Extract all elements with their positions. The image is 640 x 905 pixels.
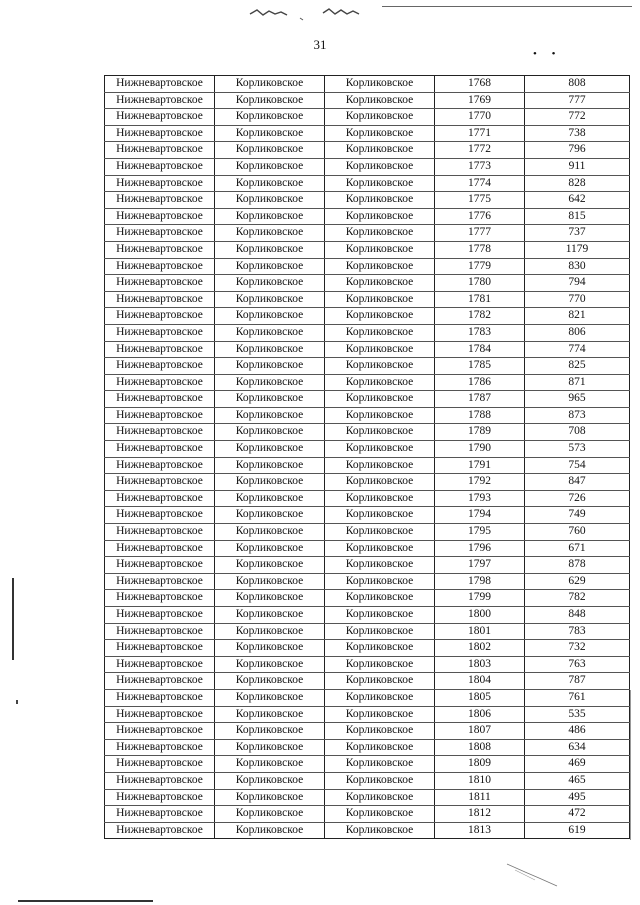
number-cell: 1777 bbox=[435, 225, 525, 242]
number-cell: 1792 bbox=[435, 474, 525, 491]
number-cell: 1788 bbox=[435, 407, 525, 424]
locality-cell: Корликовское bbox=[325, 507, 435, 524]
district-cell: Нижневартовское bbox=[105, 407, 215, 424]
settlement-cell: Корликовское bbox=[215, 241, 325, 258]
table-row bbox=[105, 142, 630, 159]
scan-edge-line-bottom bbox=[18, 900, 153, 902]
settlement-cell: Корликовское bbox=[215, 424, 325, 441]
locality-cell: Корликовское bbox=[325, 225, 435, 242]
table-row bbox=[105, 125, 630, 142]
settlement-cell: Корликовское bbox=[215, 822, 325, 839]
number-cell: 1796 bbox=[435, 540, 525, 557]
locality-cell: Корликовское bbox=[325, 739, 435, 756]
district-cell: Нижневартовское bbox=[105, 789, 215, 806]
table-row bbox=[105, 275, 630, 292]
district-cell: Нижневартовское bbox=[105, 391, 215, 408]
number-cell: 1799 bbox=[435, 590, 525, 607]
value-cell: 737 bbox=[525, 225, 630, 242]
settlement-cell: Корликовское bbox=[215, 407, 325, 424]
district-cell: Нижневартовское bbox=[105, 158, 215, 175]
locality-cell: Корликовское bbox=[325, 424, 435, 441]
table-row bbox=[105, 540, 630, 557]
value-cell: 763 bbox=[525, 656, 630, 673]
settlement-cell: Корликовское bbox=[215, 125, 325, 142]
district-cell: Нижневартовское bbox=[105, 590, 215, 607]
settlement-cell: Корликовское bbox=[215, 109, 325, 126]
table-row bbox=[105, 374, 630, 391]
table-row bbox=[105, 822, 630, 839]
locality-cell: Корликовское bbox=[325, 772, 435, 789]
settlement-cell: Корликовское bbox=[215, 142, 325, 159]
settlement-cell: Корликовское bbox=[215, 391, 325, 408]
value-cell: 871 bbox=[525, 374, 630, 391]
district-cell: Нижневартовское bbox=[105, 557, 215, 574]
settlement-cell: Корликовское bbox=[215, 623, 325, 640]
value-cell: 738 bbox=[525, 125, 630, 142]
locality-cell: Корликовское bbox=[325, 208, 435, 225]
locality-cell: Корликовское bbox=[325, 490, 435, 507]
district-cell: Нижневартовское bbox=[105, 258, 215, 275]
number-cell: 1802 bbox=[435, 640, 525, 657]
number-cell: 1769 bbox=[435, 92, 525, 109]
settlement-cell: Корликовское bbox=[215, 308, 325, 325]
table-row bbox=[105, 241, 630, 258]
settlement-cell: Корликовское bbox=[215, 689, 325, 706]
value-cell: 634 bbox=[525, 739, 630, 756]
number-cell: 1791 bbox=[435, 457, 525, 474]
value-cell: 629 bbox=[525, 573, 630, 590]
settlement-cell: Корликовское bbox=[215, 607, 325, 624]
number-cell: 1783 bbox=[435, 324, 525, 341]
number-cell: 1805 bbox=[435, 689, 525, 706]
district-cell: Нижневартовское bbox=[105, 573, 215, 590]
district-cell: Нижневартовское bbox=[105, 490, 215, 507]
number-cell: 1807 bbox=[435, 723, 525, 740]
district-cell: Нижневартовское bbox=[105, 739, 215, 756]
district-cell: Нижневартовское bbox=[105, 756, 215, 773]
value-cell: 749 bbox=[525, 507, 630, 524]
settlement-cell: Корликовское bbox=[215, 772, 325, 789]
number-cell: 1768 bbox=[435, 76, 525, 93]
table-row bbox=[105, 689, 630, 706]
number-cell: 1784 bbox=[435, 341, 525, 358]
number-cell: 1781 bbox=[435, 291, 525, 308]
district-cell: Нижневартовское bbox=[105, 109, 215, 126]
table-row bbox=[105, 407, 630, 424]
number-cell: 1797 bbox=[435, 557, 525, 574]
number-cell: 1804 bbox=[435, 673, 525, 690]
table-row bbox=[105, 739, 630, 756]
locality-cell: Корликовское bbox=[325, 391, 435, 408]
locality-cell: Корликовское bbox=[325, 573, 435, 590]
settlement-cell: Корликовское bbox=[215, 573, 325, 590]
settlement-cell: Корликовское bbox=[215, 490, 325, 507]
district-cell: Нижневартовское bbox=[105, 806, 215, 823]
locality-cell: Корликовское bbox=[325, 341, 435, 358]
number-cell: 1774 bbox=[435, 175, 525, 192]
settlement-cell: Корликовское bbox=[215, 590, 325, 607]
district-cell: Нижневартовское bbox=[105, 607, 215, 624]
locality-cell: Корликовское bbox=[325, 125, 435, 142]
district-cell: Нижневартовское bbox=[105, 623, 215, 640]
number-cell: 1787 bbox=[435, 391, 525, 408]
number-cell: 1810 bbox=[435, 772, 525, 789]
locality-cell: Корликовское bbox=[325, 407, 435, 424]
locality-cell: Корликовское bbox=[325, 457, 435, 474]
district-cell: Нижневартовское bbox=[105, 673, 215, 690]
locality-cell: Корликовское bbox=[325, 175, 435, 192]
settlement-cell: Корликовское bbox=[215, 673, 325, 690]
value-cell: 760 bbox=[525, 524, 630, 541]
value-cell: 486 bbox=[525, 723, 630, 740]
locality-cell: Корликовское bbox=[325, 374, 435, 391]
district-cell: Нижневартовское bbox=[105, 374, 215, 391]
table-row bbox=[105, 573, 630, 590]
number-cell: 1808 bbox=[435, 739, 525, 756]
locality-cell: Корликовское bbox=[325, 92, 435, 109]
locality-cell: Корликовское bbox=[325, 109, 435, 126]
locality-cell: Корликовское bbox=[325, 822, 435, 839]
registry-table bbox=[104, 75, 630, 839]
locality-cell: Корликовское bbox=[325, 673, 435, 690]
value-cell: 828 bbox=[525, 175, 630, 192]
table-row bbox=[105, 507, 630, 524]
settlement-cell: Корликовское bbox=[215, 540, 325, 557]
locality-cell: Корликовское bbox=[325, 358, 435, 375]
settlement-cell: Корликовское bbox=[215, 158, 325, 175]
table-row bbox=[105, 324, 630, 341]
settlement-cell: Корликовское bbox=[215, 358, 325, 375]
settlement-cell: Корликовское bbox=[215, 756, 325, 773]
table-row bbox=[105, 590, 630, 607]
district-cell: Нижневартовское bbox=[105, 192, 215, 209]
table-row bbox=[105, 76, 630, 93]
locality-cell: Корликовское bbox=[325, 623, 435, 640]
table-row bbox=[105, 490, 630, 507]
settlement-cell: Корликовское bbox=[215, 258, 325, 275]
scan-edge-line-right bbox=[630, 690, 631, 840]
district-cell: Нижневартовское bbox=[105, 457, 215, 474]
locality-cell: Корликовское bbox=[325, 706, 435, 723]
table-row bbox=[105, 258, 630, 275]
locality-cell: Корликовское bbox=[325, 474, 435, 491]
number-cell: 1785 bbox=[435, 358, 525, 375]
value-cell: 873 bbox=[525, 407, 630, 424]
value-cell: 830 bbox=[525, 258, 630, 275]
district-cell: Нижневартовское bbox=[105, 324, 215, 341]
value-cell: 815 bbox=[525, 208, 630, 225]
table-row bbox=[105, 358, 630, 375]
number-cell: 1811 bbox=[435, 789, 525, 806]
value-cell: 754 bbox=[525, 457, 630, 474]
number-cell: 1794 bbox=[435, 507, 525, 524]
table-row bbox=[105, 291, 630, 308]
value-cell: 774 bbox=[525, 341, 630, 358]
district-cell: Нижневартовское bbox=[105, 524, 215, 541]
table-row bbox=[105, 557, 630, 574]
settlement-cell: Корликовское bbox=[215, 441, 325, 458]
district-cell: Нижневартовское bbox=[105, 341, 215, 358]
value-cell: 777 bbox=[525, 92, 630, 109]
value-cell: 821 bbox=[525, 308, 630, 325]
value-cell: 732 bbox=[525, 640, 630, 657]
table-row bbox=[105, 175, 630, 192]
settlement-cell: Корликовское bbox=[215, 275, 325, 292]
table-row bbox=[105, 806, 630, 823]
locality-cell: Корликовское bbox=[325, 308, 435, 325]
table-row bbox=[105, 158, 630, 175]
settlement-cell: Корликовское bbox=[215, 739, 325, 756]
settlement-cell: Корликовское bbox=[215, 557, 325, 574]
value-cell: 787 bbox=[525, 673, 630, 690]
scan-edge-line-left bbox=[12, 578, 14, 660]
settlement-cell: Корликовское bbox=[215, 524, 325, 541]
value-cell: 808 bbox=[525, 76, 630, 93]
table-row bbox=[105, 424, 630, 441]
number-cell: 1795 bbox=[435, 524, 525, 541]
district-cell: Нижневартовское bbox=[105, 76, 215, 93]
value-cell: 535 bbox=[525, 706, 630, 723]
value-cell: 847 bbox=[525, 474, 630, 491]
number-cell: 1779 bbox=[435, 258, 525, 275]
locality-cell: Корликовское bbox=[325, 441, 435, 458]
table-row bbox=[105, 656, 630, 673]
locality-cell: Корликовское bbox=[325, 789, 435, 806]
district-cell: Нижневартовское bbox=[105, 723, 215, 740]
number-cell: 1782 bbox=[435, 308, 525, 325]
value-cell: 495 bbox=[525, 789, 630, 806]
locality-cell: Корликовское bbox=[325, 806, 435, 823]
locality-cell: Корликовское bbox=[325, 723, 435, 740]
locality-cell: Корликовское bbox=[325, 656, 435, 673]
locality-cell: Корликовское bbox=[325, 524, 435, 541]
district-cell: Нижневартовское bbox=[105, 706, 215, 723]
district-cell: Нижневартовское bbox=[105, 772, 215, 789]
value-cell: 783 bbox=[525, 623, 630, 640]
locality-cell: Корликовское bbox=[325, 756, 435, 773]
settlement-cell: Корликовское bbox=[215, 208, 325, 225]
number-cell: 1812 bbox=[435, 806, 525, 823]
settlement-cell: Корликовское bbox=[215, 324, 325, 341]
table-row bbox=[105, 474, 630, 491]
district-cell: Нижневартовское bbox=[105, 291, 215, 308]
table-row bbox=[105, 640, 630, 657]
table-row bbox=[105, 723, 630, 740]
value-cell: 671 bbox=[525, 540, 630, 557]
table-row bbox=[105, 673, 630, 690]
registry-table-body bbox=[105, 76, 630, 839]
district-cell: Нижневартовское bbox=[105, 822, 215, 839]
settlement-cell: Корликовское bbox=[215, 175, 325, 192]
locality-cell: Корликовское bbox=[325, 192, 435, 209]
district-cell: Нижневартовское bbox=[105, 92, 215, 109]
number-cell: 1771 bbox=[435, 125, 525, 142]
district-cell: Нижневартовское bbox=[105, 225, 215, 242]
settlement-cell: Корликовское bbox=[215, 76, 325, 93]
locality-cell: Корликовское bbox=[325, 540, 435, 557]
number-cell: 1776 bbox=[435, 208, 525, 225]
locality-cell: Корликовское bbox=[325, 241, 435, 258]
table-row bbox=[105, 391, 630, 408]
number-cell: 1801 bbox=[435, 623, 525, 640]
number-cell: 1775 bbox=[435, 192, 525, 209]
table-row bbox=[105, 192, 630, 209]
scan-edge-line-top bbox=[382, 6, 632, 7]
number-cell: 1798 bbox=[435, 573, 525, 590]
number-cell: 1800 bbox=[435, 607, 525, 624]
settlement-cell: Корликовское bbox=[215, 225, 325, 242]
district-cell: Нижневартовское bbox=[105, 656, 215, 673]
table-row bbox=[105, 92, 630, 109]
value-cell: 708 bbox=[525, 424, 630, 441]
number-cell: 1770 bbox=[435, 109, 525, 126]
district-cell: Нижневартовское bbox=[105, 540, 215, 557]
value-cell: 911 bbox=[525, 158, 630, 175]
settlement-cell: Корликовское bbox=[215, 507, 325, 524]
number-cell: 1778 bbox=[435, 241, 525, 258]
table-row bbox=[105, 109, 630, 126]
table-row bbox=[105, 607, 630, 624]
district-cell: Нижневартовское bbox=[105, 640, 215, 657]
value-cell: 770 bbox=[525, 291, 630, 308]
value-cell: 465 bbox=[525, 772, 630, 789]
number-cell: 1809 bbox=[435, 756, 525, 773]
number-cell: 1773 bbox=[435, 158, 525, 175]
table-row bbox=[105, 341, 630, 358]
page-number: 31 bbox=[313, 37, 327, 52]
district-cell: Нижневартовское bbox=[105, 241, 215, 258]
table-row bbox=[105, 208, 630, 225]
value-cell: 796 bbox=[525, 142, 630, 159]
locality-cell: Корликовское bbox=[325, 640, 435, 657]
locality-cell: Корликовское bbox=[325, 291, 435, 308]
settlement-cell: Корликовское bbox=[215, 457, 325, 474]
district-cell: Нижневартовское bbox=[105, 474, 215, 491]
table-row bbox=[105, 789, 630, 806]
district-cell: Нижневартовское bbox=[105, 208, 215, 225]
corner-mark: • • bbox=[533, 48, 562, 60]
locality-cell: Корликовское bbox=[325, 275, 435, 292]
table-row bbox=[105, 225, 630, 242]
locality-cell: Корликовское bbox=[325, 76, 435, 93]
locality-cell: Корликовское bbox=[325, 158, 435, 175]
number-cell: 1790 bbox=[435, 441, 525, 458]
district-cell: Нижневартовское bbox=[105, 507, 215, 524]
value-cell: 726 bbox=[525, 490, 630, 507]
value-cell: 472 bbox=[525, 806, 630, 823]
district-cell: Нижневартовское bbox=[105, 275, 215, 292]
locality-cell: Корликовское bbox=[325, 557, 435, 574]
district-cell: Нижневартовское bbox=[105, 175, 215, 192]
scan-noise-marks bbox=[245, 2, 375, 22]
settlement-cell: Корликовское bbox=[215, 656, 325, 673]
value-cell: 965 bbox=[525, 391, 630, 408]
value-cell: 782 bbox=[525, 590, 630, 607]
settlement-cell: Корликовское bbox=[215, 291, 325, 308]
number-cell: 1793 bbox=[435, 490, 525, 507]
number-cell: 1786 bbox=[435, 374, 525, 391]
district-cell: Нижневартовское bbox=[105, 424, 215, 441]
table-row bbox=[105, 623, 630, 640]
value-cell: 794 bbox=[525, 275, 630, 292]
value-cell: 761 bbox=[525, 689, 630, 706]
settlement-cell: Корликовское bbox=[215, 789, 325, 806]
locality-cell: Корликовское bbox=[325, 258, 435, 275]
settlement-cell: Корликовское bbox=[215, 723, 325, 740]
number-cell: 1813 bbox=[435, 822, 525, 839]
locality-cell: Корликовское bbox=[325, 142, 435, 159]
district-cell: Нижневартовское bbox=[105, 308, 215, 325]
table-row bbox=[105, 772, 630, 789]
settlement-cell: Корликовское bbox=[215, 640, 325, 657]
number-cell: 1789 bbox=[435, 424, 525, 441]
value-cell: 825 bbox=[525, 358, 630, 375]
value-cell: 619 bbox=[525, 822, 630, 839]
settlement-cell: Корликовское bbox=[215, 474, 325, 491]
district-cell: Нижневартовское bbox=[105, 441, 215, 458]
settlement-cell: Корликовское bbox=[215, 192, 325, 209]
table-row bbox=[105, 524, 630, 541]
district-cell: Нижневартовское bbox=[105, 689, 215, 706]
scan-dot bbox=[16, 700, 18, 704]
number-cell: 1772 bbox=[435, 142, 525, 159]
value-cell: 1179 bbox=[525, 241, 630, 258]
value-cell: 642 bbox=[525, 192, 630, 209]
table-row bbox=[105, 308, 630, 325]
value-cell: 772 bbox=[525, 109, 630, 126]
settlement-cell: Корликовское bbox=[215, 806, 325, 823]
table-row bbox=[105, 756, 630, 773]
settlement-cell: Корликовское bbox=[215, 374, 325, 391]
table-row bbox=[105, 457, 630, 474]
table-row bbox=[105, 441, 630, 458]
locality-cell: Корликовское bbox=[325, 590, 435, 607]
value-cell: 848 bbox=[525, 607, 630, 624]
value-cell: 806 bbox=[525, 324, 630, 341]
value-cell: 469 bbox=[525, 756, 630, 773]
settlement-cell: Корликовское bbox=[215, 706, 325, 723]
district-cell: Нижневартовское bbox=[105, 125, 215, 142]
value-cell: 878 bbox=[525, 557, 630, 574]
settlement-cell: Корликовское bbox=[215, 92, 325, 109]
table-row bbox=[105, 706, 630, 723]
locality-cell: Корликовское bbox=[325, 324, 435, 341]
number-cell: 1803 bbox=[435, 656, 525, 673]
settlement-cell: Корликовское bbox=[215, 341, 325, 358]
district-cell: Нижневартовское bbox=[105, 142, 215, 159]
locality-cell: Корликовское bbox=[325, 689, 435, 706]
scan-scribble-mark bbox=[505, 860, 565, 890]
number-cell: 1806 bbox=[435, 706, 525, 723]
locality-cell: Корликовское bbox=[325, 607, 435, 624]
number-cell: 1780 bbox=[435, 275, 525, 292]
value-cell: 573 bbox=[525, 441, 630, 458]
district-cell: Нижневартовское bbox=[105, 358, 215, 375]
